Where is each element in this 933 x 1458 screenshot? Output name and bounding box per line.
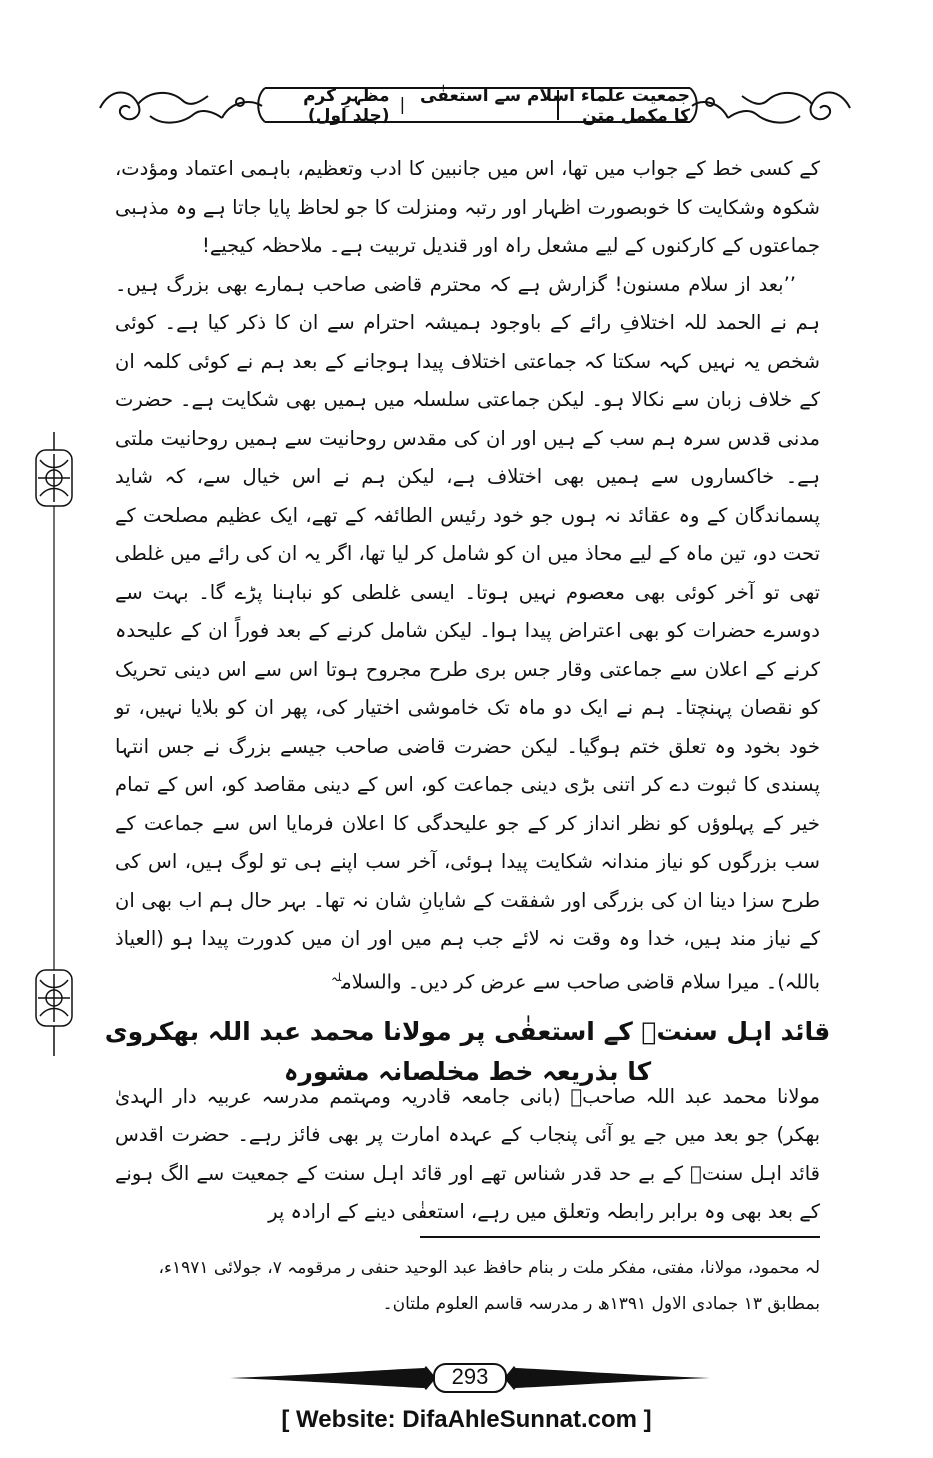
header-cartouche (265, 85, 690, 126)
footnote-divider (420, 1236, 820, 1238)
page-number: 293 (451, 1364, 489, 1389)
chapter-title: جمعیت علماء اسلام سے استعفٰی کا مکمل متن (420, 85, 690, 126)
section-heading: قائد اہل سنتؒ کے استعفٰی پر مولانا محمد عبد اللہ بھکروی کا بذریعہ خط مخلصانہ مشورہ (104, 1017, 831, 1086)
paragraph-intro: کے کسی خط کے جواب میں تھا، اس میں جانبین کا ادب وتعظیم، باہمی اعتماد ومؤدت، شکوہ وشکایت کا خوبصورت اظہار اور رتبہ ومنزلت کا جو لحاظ پایا جاتا ہے وہ مذہبی جماعتوں کے کارکنوں کے لیے مشعل راہ اور قندیل تربیت ہے۔ ملاحظہ کیجیے! (115, 157, 820, 257)
paragraph-letter (115, 266, 820, 1002)
book-title: مظہرِ کرم (جلد اول) (303, 85, 390, 126)
body-text (115, 150, 820, 1002)
footnote-text: محمود، مولانا، مفتی، مفکر ملت ر بنام حافظ عبد الوحید حنفی ر مرقومہ ۷، جولائی ۱۹۷۱ء، بمطابق ۱۳ جمادی الاول ۱۳۹۱ھ ر مدرسہ قاسم العلوم ملتان۔ (158, 1258, 820, 1314)
paragraph-abdullah: مولانا محمد عبد اللہ صاحبؒ (بانی جامعہ قادریہ ومہتمم مدرسہ عربیہ دار الہدیٰ بھکر) جو بعد میں جے یو آئی پنجاب کے عہدہ امارت پر بھی فائز رہے۔ حضرت اقدس قائد اہل سنتؒ کے بے حد قدر شناس تھے اور قائد اہل سنت کے جمعیت سے الگ ہونے کے بعد بھی وہ برابر رابطہ وتعلق میں رہے، استعفٰی دینے کے ارادہ پر (115, 1084, 820, 1223)
side-ornament (28, 430, 80, 1060)
body-text-continued (115, 1058, 820, 1251)
page-header (90, 82, 860, 134)
website-footer[interactable]: [ Website: DifaAhleSunnat.com ] (281, 1406, 652, 1433)
letter-text: ’’بعد از سلام مسنون! گزارش ہے کہ محترم قاضی صاحب ہمارے بھی بزرگ ہیں۔ ہم نے الحمد للہ اختلافِ رائے کے باوجود ہمیشہ احترام سے ان کا ذکر کیا ہے۔ کوئی شخص یہ نہیں کہہ سکتا کہ جماعتی اختلاف پیدا ہوجانے کے بعد ہم نے کوئی کلمہ ان کے خلاف زبان سے نکالا ہو۔ لیکن جماعتی سلسلہ میں ہمیں بھی شکایت ہے۔ حضرت مدنی قدس سرہ ہم سب کے ہیں اور ان کی مقدس روحانیت سے ہمیں روحانیت ملتی ہے۔ خاکساروں سے ہمیں بھی اختلاف ہے، لیکن ہم نے اس خیال سے، کہ شاید پسماندگان کے وہ عقائد نہ ہوں جو خود رئیس الطائفہ کے تھے، ایک عظیم مصلحت کے تحت دو، تین ماہ کے لیے محاذ میں ان کو شامل کر لیا تھا، اگر یہ ان کی رائے میں غلطی تھی تو آخر کوئی بھی معصوم نہیں ہوتا۔ ایسی غلطی کو نباہنا پڑے گا۔ بہت سے دوسرے حضرات کو بھی اعتراض پیدا ہوا۔ لیکن شامل کرنے کے بعد فوراً ان کے علیحدہ کرنے کے اعلان سے جماعتی وقار جس بری طرح مجروح ہوتا اس سے اس دینی تحریک کو نقصان پہنچتا۔ ہم نے ایک دو ماہ تک خاموشی اختیار کی، پھر ان کو بلایا نہیں، تو خود بخود وہ تعلق ختم ہوگیا۔ لیکن حضرت قاضی صاحب جیسے بزرگ نے جس انتہا پسندی کا ثبوت دے کر اتنی بڑی دینی جماعت کو، اس کے دینی مقاصد کو، اس کے تمام خیر کے پہلوؤں کو نظر انداز کر کے جو علیحدگی کا اعلان فرمایا اس سے جماعت کے سب بزرگوں کو نیاز مندانہ شکایت پیدا ہوئی، آخر سب اپنے ہی تو لوگ ہیں، اس کی طرح سزا دینا ان کی بزرگی اور شفقت کے شایانِ شان نہ تھا۔ بہر حال ہم اب بھی ان کے نیاز مند ہیں، خدا وہ وقت نہ لائے جب ہم میں اور ان میں کدورت پیدا ہو (العیاذ باللہ)۔ میرا سلام قاضی صاحب سے عرض کر دیں۔ والسلام (115, 272, 821, 993)
header-separator: | (399, 95, 406, 115)
page-number-ornament (230, 1358, 710, 1398)
footnote-ref: لہ (331, 970, 342, 984)
footnote (110, 1250, 820, 1322)
footnote-marker: لہ (804, 1258, 820, 1278)
